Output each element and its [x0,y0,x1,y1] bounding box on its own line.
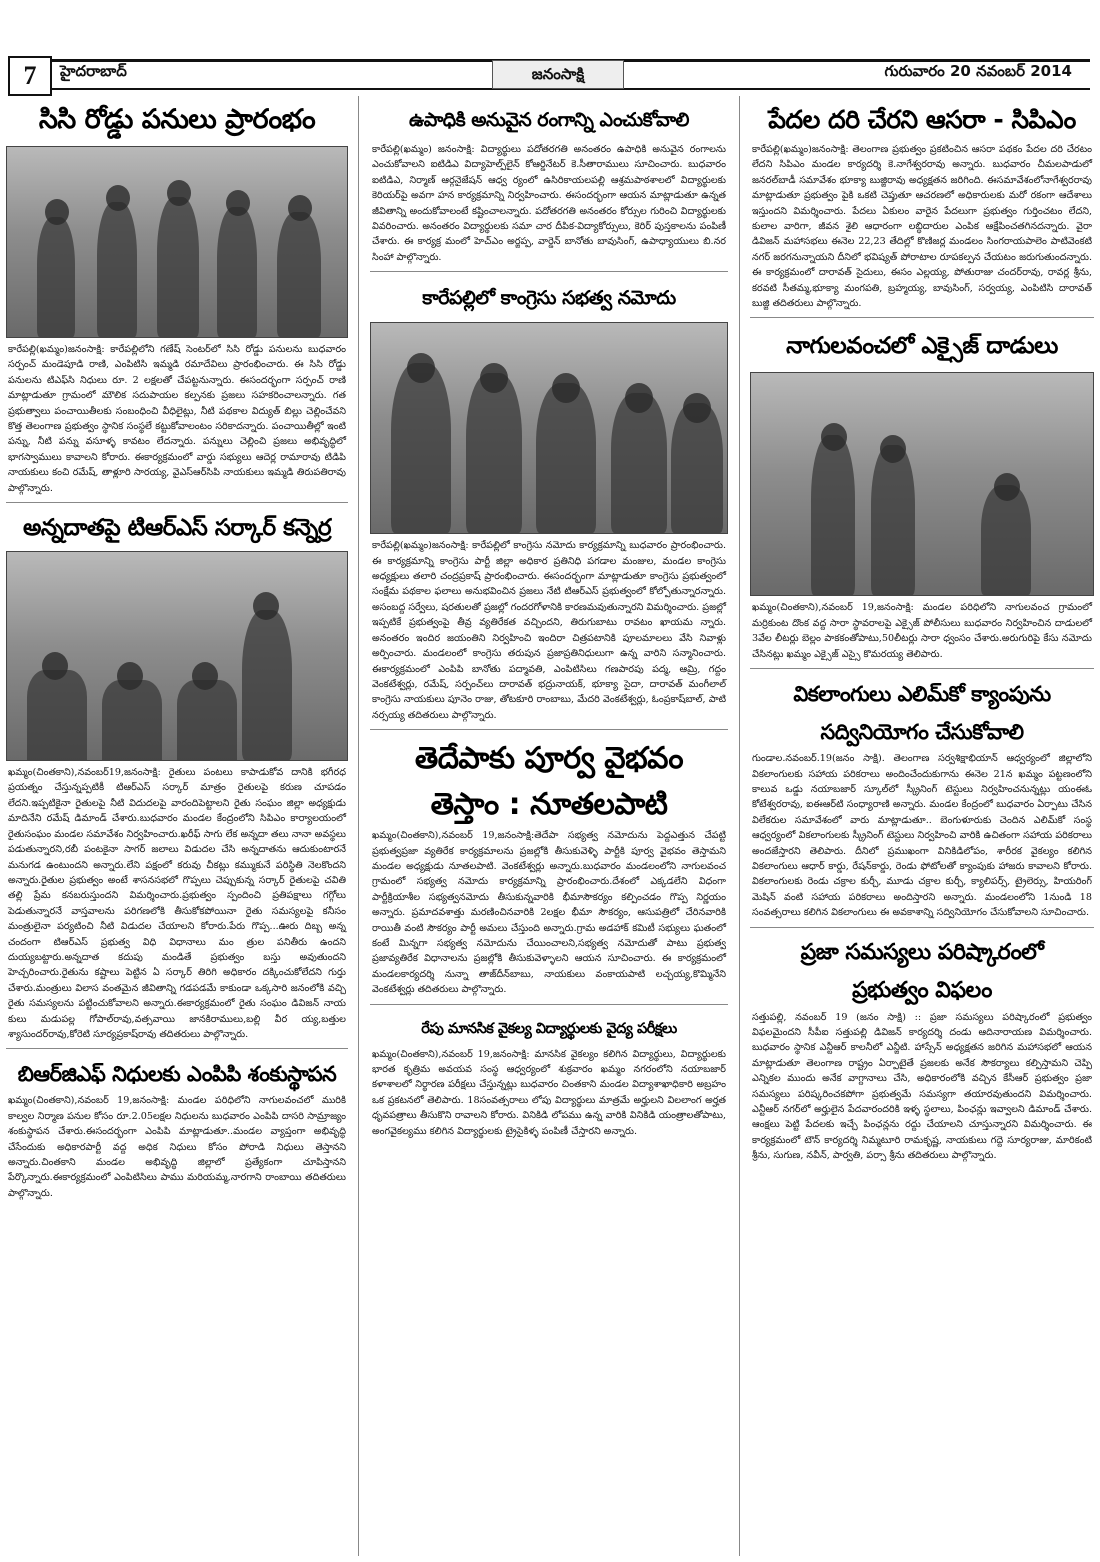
photo-excise-raids [750,372,1094,596]
photo-cc-road [6,146,348,338]
column-divider [358,96,359,1556]
article-body-career-choice: కారేపల్లి(ఖమ్మం) జనంసాక్షి: విద్యార్థులు పదోతరగతి అనంతరం ఉపాధికి అనువైన రంగాలను ఎంచుకోవాలని ఐటిడిఎ విద్యాహెల్ప్‌లైన్ కోఆర్డినేటర్ కె.సీతారాములు సూచించారు. బుధవారం ఐటిడిఎ, నిర్మాణ్ ఆర్గనైజేషన్ ఆధ్వ ర్యంలో ఉసిరికాయలపల్లి ఆశ్రమపాఠశాలలో విద్యార్థులకు కెరియర్‌పై అవగా హన కార్యక్రమాన్ని నిర్వహించారు. ఈసందర్భంగా ఆయన మాట్లాడుతూ ఉన్నత జీవితాన్ని అందుకోవాలంటే కష్టించాలన్నారు. పదోతరగతి అనంతరం కోర్సుల గురించి విద్యార్థులకు వివరించారు. అనంతరం విద్యార్థులకు సమా చార దీపిక-విద్యాకోర్సులు, కెరిర్ పుస్తకాలను పంపిణీ చేశారు. ఈ కార్యక్ర మంలో హెచ్‌ఎం అర్జప్ప, వార్డెన్ బానోతు బావుసింగ్, ఉపాధ్యాయులు బి.నర సింహా పాల్గొన్నారు. [372,144,726,263]
headline-tdp-glory-line1: తెదేపాకు పూర్వ వైభవం [414,741,684,777]
article-body-elimco-camp: గుండాల.నవంబర్.19(జనం సాక్షి). తెలంగాణ సర్వశిక్షాభియాన్ ఆధ్వర్యంలో జిల్లాలోని వికలాంగులకు సహాయ పరికరాలు అందించేందుకుగాను ఈనెల 21న ఖమ్మం పట్టణంలోని కాలువ ఒడ్డు నయాబజార్ స్కూల్‌లో స్క్రీనింగ్ టెస్టులు నిర్వహించనున్నట్లు యంఈఓ కోటేశ్వరరావు, ఐఈఆర్‌టి సంధ్యారాణి అన్నారు. మండల కేంద్రంలో బుధవారం ఏర్పాటు చేసిన విలేకరుల సమావేశంలో వారు మాట్లాడుతూ.. బెంగుళూరుకు చెందిన ఎలిమ్‌కో సంస్థ ఆధ్వర్యంలో వికలాంగులకు స్క్రీనింగ్ టెస్టులు నిర్వహించి వారికి ఉచితంగా సహాయ పరికరాలు అందజేస్తారని తెలిపారు. దీనిలో ప్రముఖంగా వినికిడిలోపం, శారీరక వైకల్యం కలిగిన వికలాంగులు ఆధార్ కార్డు, రేషన్‌కార్డు, రెండు ఫోటోలతో క్యాంపుకు హాజరు కావాలని కోరారు. వికలాంగులకు రెండు చక్రాల కుర్చీ, మూడు చక్రాల కుర్చీ, క్యాలిపర్స్, ట్రైలెర్సు, హియరింగ్ మెషిన్ వంటి సహాయ పరికరాలు అందిస్తారని అన్నారు. మండలంలోని 1నుండి 18 సంవత్సరాలు కలిగిన వికలాంగులు ఈ అవకాశాన్ని సద్వినియోగం చేసుకోవాలని సూచించారు. [752,753,1092,919]
headline-govt-failure-line1: ప్రజా సమస్యలు పరిష్కారంలో [800,939,1044,965]
photo-congress-membership [370,322,728,534]
headline-elimco-camp-line2: సద్వినియోగం చేసుకోవాలి [820,720,1024,745]
masthead [0,0,1100,92]
article-body-congress-membership: కారేపల్లి(ఖమ్మం)జనంసాక్షి: కారేపల్లిలో కాంగ్రెసు నమోదు కార్యక్రమాన్ని బుధవారం ప్రారంభించారు. ఈ కార్యక్రమాన్ని కాంగ్రెసు పార్టీ జిల్లా అధికార ప్రతినిధి పగడాల మంజుల, మండల కాంగ్రెసు అధ్యక్షులు తలారి చంద్రప్రకాష్ ప్రారంభించారు. ఈసందర్భంగా మాట్లాడుతూ కాంగ్రెసు ప్రభుత్వంలో సంక్షేమ పథకాల ఫలాలు అనుభవించిన ప్రజలు నేటి టిఆర్‌ఎస్ ప్రభుత్వంలో కోల్పోతున్నారన్నారు. అసంబద్ద సర్వేలు, షరతులతో ప్రజల్లో గందరగోళానికి కారణమవుతున్నారని విమర్శించారు. ప్రజల్లో ఇప్పటికే ప్రభుత్వంపై తీవ్ర వ్యతిరేకత వచ్చిందని, తిరుగుబాటు రావటం ఖాయమ న్నారు. అనంతరం ఇందిర జయంతిని నిర్వహించి ఇందిరా చిత్రపటానికి పూలమాలలు వేసి నివాళ్లు అర్పించారు. మండలంలో కాంగ్రెసు తరుపున ప్రజాప్రతినిధులుగా ఉన్న వారిని సన్మానించారు. ఈకార్యక్రమంలో ఎంపిపి బానోతు పద్మావతి, ఎంపిటిసిలు గణపారపు పద్మ, ఆమ్రి, గద్దం వెంకటేశ్వర్లు, రమేష్, సర్పంచ్‌లు దారావత్ భద్రునాయక్, భూక్యా సైదా, దారావత్ మంగీలాల్ కాంగ్రెసు నాయకులు పూనెం రాజు, తోటకూరి రాంబాబు, మేదరి వెంకటేశ్వర్లు, ఓంప్రకాష్‌బాల్, పాటి నర్సయ్య తదితరులు పాల్గొన్నారు. [372,540,726,721]
headline-brgf-funds: బిఆర్‌జిఎఫ్ నిధులకు ఎంపిపి శంకుస్థాపన [17,1062,337,1087]
article-body-trs-farmers: ఖమ్మం(చింతకాని),నవంబర్19,జనంసాక్షి: రైతులు పంటలు కాపాడుకోవ దానికి భగీరధ ప్రయత్నం చేస్తున్నప్పటికీ టిఆర్‌ఎస్ సర్కార్ మాత్రం రైతులపై కరుణ చూపడం లేదని.ఇప్పటికైనా రైతులపై నీటి విదుదలపై వారందిపెట్టాలని రైతు సంఘం జిల్లా అధ్యక్షుడు మాదినేని రమేష్ డిమాండ్ చేశారు.బుధవారం మండల కేంద్రంలోని సిపిఎం కార్యాలయంలో రైతుసంఘం మండల సమావేశం నిర్వహించారు.ఖరీఫ్ సాగు లేక అన్నదా తలు నానా అవస్థలు పడుతున్నారని,రబీ పంటకైనా సాగర్ జలాలు విడుదల చేసి అన్నదాతను ఆదుకుంటారనే మనుగడ ఉంటుందని అన్నారు.లేని పక్షంలో కరువు చీకట్లు కమ్ముకునే పరిస్థితి నెలకొందని అన్నారు.రైతుల ప్రభుత్వం అంటే శాసనసభలో గొప్పలు చెప్పుకున్న సర్కార్ రైతులపై చవితి తల్లి ప్రేమ కనబరుస్తుందని విమర్శించారు.ప్రభుత్వం స్పందించి ప్రతిపక్షాలు గగ్గోలు పెడుతున్నారనే వాస్తవాలను పరిగణలోకి తీసుకోకపోయినా రైతు సమస్యలపై కనీసం మంత్రులైనా పర్యటించి నీటి విడుదల చేయాలని కోరారు.పేరు గొప్ప...ఊరు దిబ్బ అన్న చందంగా టిఆర్‌ఎస్ ప్రభుత్వ విధి విధానాలు మం త్రుల పనితీరు ఉందని దుయ్యబట్టారు.అన్నదాత కదుపు మండితే ప్రభుత్వం బస్తు అవుతుందని హెచ్చరించారు.రైతును కష్టాలు పెట్టిన ఏ సర్కార్ తిరిగి అధికారం దక్కించుకోలేదని గుర్తు చేశారు.మంత్రులు విలాస వంతమైన జీవితాన్ని గడపడమే కాకుండా ఒక్కసారి జనంలోకి వచ్చి రైతు సమస్యలను పట్టించుకోవాలని అన్నారు.ఈకార్యక్రమంలో రైతు సంఘం డివిజన్ నాయ కులు మడుపల్ల గోపాల్‌రావు,వత్సవాయి జానకిరాములు,బల్లి వీర య్య,బత్తుల శ్యాసుందర్‌రావు,కోరెటి సూర్యప్రకాష్‌రావు తదితరులు పాల్గొన్నారు. [8,767,346,1040]
column-divider [739,96,740,1556]
headline-govt-failure-line2: ప్రభుత్వం విఫలం [852,977,992,1003]
headline-tdp-glory-line2: తెస్తాం : నూతలపాటి [430,787,668,823]
article-body-cc-road: కారేపల్లి(ఖమ్మం)జనంసాక్షి: కారేపల్లిలోని గణేష్ సెంటర్‌లో సిసి రోడ్డు పనులను బుధవారం సర్పంచ్ మండెపూడి రాణి, ఎంపిటిసి ఇమ్మడి రమాదేవిలు ప్రారంభించారు. ఈ సిసి రోడ్డు పనులను టిఎఫ్‌సి నిధులు రూ. 2 లక్షలతో చేపట్టనున్నారు. ఈసందర్భంగా సర్పంచ్ రాణి మాట్లాడుతూ గ్రామంలో మౌలిక సదుపాయల కల్పనకు ప్రజలు సహకరించాలన్నారు. గత ప్రభుత్వాలు పంచాయితీలకు సంబంధించి వీధిలైట్లు, నీటి పథకాల విద్యుత్ బిల్లు చెల్లించేవని కొత్త తెలంగాణ ప్రభుత్వం స్థానిక సంస్థలే కట్టుకోవాలంటం సరికాదన్నారు. పంచాయితీల్లో ఇంటి పన్ను, నీటి పన్ను వసూళ్ళ కావటం లేదన్నారు. పన్నులు చెల్లించి ప్రజలు అభివృద్ధిలో భాగస్వాములు కావాలని కోరారు. ఈకార్యక్రమంలో వార్డు సభ్యులు ఆదెర్ల రామారావు టిడిపి నాయకులు కంచి రమేష్, తాళ్లూరి సారయ్య, వైఎస్‌ఆర్‌సిపి నాయకులు ఇమ్మడి తిరుపతిరావు పాల్గొన్నారు. [8,344,346,494]
article-body-medical-tests: ఖమ్మం(చింతకాని),నవంబర్ 19,జనంసాక్షి: మానసిక వైకల్యం కలిగిన విద్యార్థులు, విద్యార్థులకు భారత కృత్రిమ అవయవ సంస్థ ఆధ్వర్యంలో శుక్రవారం ఖమ్మం నగరంలోని నయాబజార్ కళాశాలలో నిర్థారణ పరీక్షలు చేస్తున్నట్లు బుధవారం చింతకాని మండల విద్యాశాఖాధికారి అబ్రహం ఒక ప్రకటనలో తెలిపారు. 18సంవత్సరాలు లోపు విద్యార్థులు మాత్రమే అర్హులని విలలాంగ అర్హత ధృవపత్రాలు తీసుకొని రావాలని కోరారు. వినికిడి లోపము ఉన్న వారికి వినికిడి యంత్రాలతోపాటు, అంగవైకల్యము కలిగిన విద్యార్థులకు ట్రైసైకిళ్ళ పంపిణీ చేస్తారని అన్నారు. [372,1048,726,1137]
headline-asara-cpm: పేదల దరి చేరని ఆసరా - సిపిఎం [768,105,1076,134]
headline-trs-farmers: అన్నదాతపై టిఆర్‌ఎస్ సర్కార్ కన్నెర్ర [23,515,331,542]
article-body-tdp-glory: ఖమ్మం(చింతకాని),నవంబర్ 19,జనంసాక్షి:తెదేపా సభ్యత్వ నమోదును పెద్దఎత్తున చేపట్టి ప్రభుత్వప్రజా వ్యతిరేక కార్యక్రమాలను ప్రజల్లోకి తీసుకువెళ్ళి పార్టీకి పూర్వ వైభవం తెస్తామని మండల అధ్యక్షుడు నూతలపాటి. వెంకటేశ్వర్లు అన్నారు.బుధవారం మండలంలోని నాగులవంచ గ్రామంలో సభ్యత్వ నమోదు కార్యక్రమాన్ని ప్రారంభించారు.దేశంలో ఎక్కడలేని విధంగా పార్టీక్రియాశీల సభ్యత్వనమోదు తీసుకున్నవారికి భీమాసౌకర్యం కల్పించడం గొప్ప నిర్ణయం అన్నారు. ప్రమాదవశాత్తు మరణించినవారికి 2లక్షల భీమా సౌకర్యం, ఆసుపత్రిలో చేరినవారికి రాయితీ వంటి సౌకర్యం పార్టీ అమలు చేస్తుంది అన్నారు.గ్రామ అడహాక్ కమిటీ సభ్యులు ఘతంలో కంటే మిన్నగా సభ్యత్వ నమోదును చేయించాలని,సభ్యత్వ నమోదుతో పాటు ప్రభుత్వ ప్రజావ్యతిరేక విధానాలను ప్రజల్లోకి తీసుకువెళ్ళాలని ఆయన సూచించారు. ఈ కార్యక్రమంలో మండలకార్యదర్శి నున్నా తాజ్‌దీన్‌బాబు, నాయకులు వంకాయపాటి లచ్చయ్య,కొమ్మినేని వెంకటేశ్వర్లు తదితరులు పాల్గొన్నారు. [372,830,726,996]
photo-farmers-meeting [6,551,348,761]
article-body-brgf-funds: ఖమ్మం(చింతకాని),నవంబర్ 19,జనంసాక్షి: మండల పరిధిలోని నాగులవంచలో మురికి కాల్వల నిర్మాణ పనుల కోసం రూ.2.05లక్షల నిధులను బుధవారం ఎంపిపి దాసరి సామ్రాజ్యం శంకుస్థాపన చేశారు.ఈసందర్భంగా ఎంపిపి మాట్లాడుతూ..మండల వ్యాప్తంగా అభివృద్ధి చేసేందుకు అధికారపార్టీ వద్ద అధిక నిధులు కోసం పోరాడి నిధులు తెస్తానని అన్నారు.చింతకాని మండల అభివృద్ధి జిల్లాలో ప్రత్యేకంగా చూపిస్తానని పేర్కొన్నారు.ఈకార్యక్రమంలో ఎంపిటిసిలు పాము మరియమ్మ,నారగాని రాంబాయి తదితరులు పాల్గొన్నారు. [8,1095,346,1199]
masthead-city: హైదరాబాద్ [60,62,127,80]
headline-excise-raids: నాగులవంచలో ఎక్సైజ్ దాడులు [786,333,1058,360]
article-body-asara-cpm: కారేపల్లి(ఖమ్మం)జనంసాక్షి: తెలంగాణ ప్రభుత్వం ప్రకటించిన ఆసరా పథకం పేదల దరి చేరటం లేదని సిపిఎం మండల కార్యదర్శి కె.నాగేశ్వరరావు అన్నారు. బుధవారం చీమలపాడులో జనరల్‌బాడీ సమావేశం భూక్యా బుజ్జిరావు అధ్యక్షతన జరిగింది. ఈసమావేశంలోనాగేశ్వరరావు మాట్లాడుతూ ప్రభుత్వం పైకి ఒకటి చెప్తుతూ ఆచరణలో అధికారులకు మరో రకంగా ఆదేశాలు ఇస్తుందని విమర్శించారు. పేదలు ఏకులం వారైన పేదలుగా ప్రభుత్వం గుర్తించటం లేదని, కులాల వారిగా, జీవన శైలి ఆధారంగా లబ్ధిదారుల ఎంపిక ఆక్షేపించతగినదన్నారు. వైరా డివిజన్ మహాసభలు ఈనెల 22,23 తేదిల్లో కొణిజర్ల మండలం సింగరాయపాలెం పాటివెంకటి నగర్ జరగనున్నాయని దీనిలో భవిష్యత్ పోరాటాల రూపకల్పన చేయటం జరుగుతుందన్నారు. ఈ కార్యక్రమంలో దారావత్ సైదులు, ఈసం ఎల్లయ్య, పోతురాజు చందర్‌రావు, రావర్ల శ్రీను, కరవటి సీతమ్మ,భూక్యా మంగపతి, బ్రహ్మయ్య, బావుసింగ్, సర్వయ్య, ఎంపిటిసి దారావత్ బుజ్జి తదితరులు పాల్గొన్నారు. [752,144,1092,310]
headline-elimco-camp-line1: వికలాంగులు ఎలిమ్‌కో క్యాంపును [793,682,1051,707]
masthead-date: గురువారం 20 నవంబర్ 2014 [884,62,1072,80]
headline-cc-road: సిసి రోడ్డు పనులు ప్రారంభం [38,104,316,135]
masthead-logo: జనంసాక్షి [492,60,624,89]
page-number: 7 [8,56,52,96]
headline-congress-membership: కారేపల్లిలో కాంగ్రెసు సభత్వ నమోదు [422,287,676,310]
article-body-excise-raids: ఖమ్మం(చింతకాని),నవంబర్ 19,జనంసాక్షి: మండల పరిధిలోని నాగులవంచ గ్రామంలో మర్రికుంట దొంక వద్ద సారా స్థావరాలపై ఎక్సైజ్ పోలీసులు బుధవారం నిర్వహించిన దాడులలో 3వేల లీటర్లు బెల్లం పాకకంతోపాటు,50లీటర్లు సారా ధ్వంసం చేశారు.అరుగురిపై కేసు నమోదు చేసినట్లు ఖమ్మం ఎక్సైజ్ ఎస్సై కొమరయ్య తెలిపారు. [752,602,1092,660]
column-middle [364,96,734,1556]
column-left [0,96,354,1556]
column-right [744,96,1100,1556]
headline-career-choice: ఉపాధికి అనువైన రంగాన్ని ఎంచుకోవాలి [409,109,689,131]
headline-medical-tests: రేపు మానసిక వైకల్య విద్యార్థులకు వైద్య పరీక్షలు [421,1020,677,1037]
article-body-govt-failure: సత్తుపల్లి, నవంబర్ 19 (జనం సాక్షి) :: ప్రజా సమస్యలు పరిష్కారంలో ప్రభుత్వం విఫలమైందని సీపీఐ సత్తుపల్లి డివిజన్ కార్యదర్శి దండు ఆదినారాయణ విమర్శించారు. బుధవారం స్థానిక ఎన్టీఆర్ కాలనీలో ఎన్జీటి. హాస్సేన్ అధ్యక్షతన జరిగిన మహాసభలో ఆయన మాట్లాడుతూ తెలంగాణ రాష్ట్రం ఏర్పాటైతే ప్రజలకు అనేక సౌకర్యాలు కల్పిస్తామని చెప్పి ఎన్నికల ముందు అనేక వాగ్దానాలు చేసి, అధికారంలోకి వచ్చిన కేసీఆర్ ప్రభుత్వం ప్రజా సమస్యలు పరిష్కరించకపోగా ప్రభుత్వమే సమస్యగా తయారవుతుందని విమర్శించారు. ఎన్టీఆర్ నగర్‌లో అర్హులైన పేదవారందరికి ఇళ్ళ స్థలాలు, పింఛన్లు ఇవ్వాలని డిమాండ్ చేశారు. ఆంక్షలు పెట్టి పేదలకు ఇచ్చే పింఛన్లను రద్దు చేయాలని చూస్తున్నారని విమర్శించారు. ఈ కార్యక్రమంలో టౌన్ కార్యదర్శి నిమ్మటూరి రామకృష్ణ, నాయకులు గద్దె సూర్యరాజు, మారికంటి శ్రీను, సుగుణ, నవీన్, పార్వతి, పర్సా శ్రీను తదితరులు పాల్గొన్నారు. [752,1011,1092,1162]
